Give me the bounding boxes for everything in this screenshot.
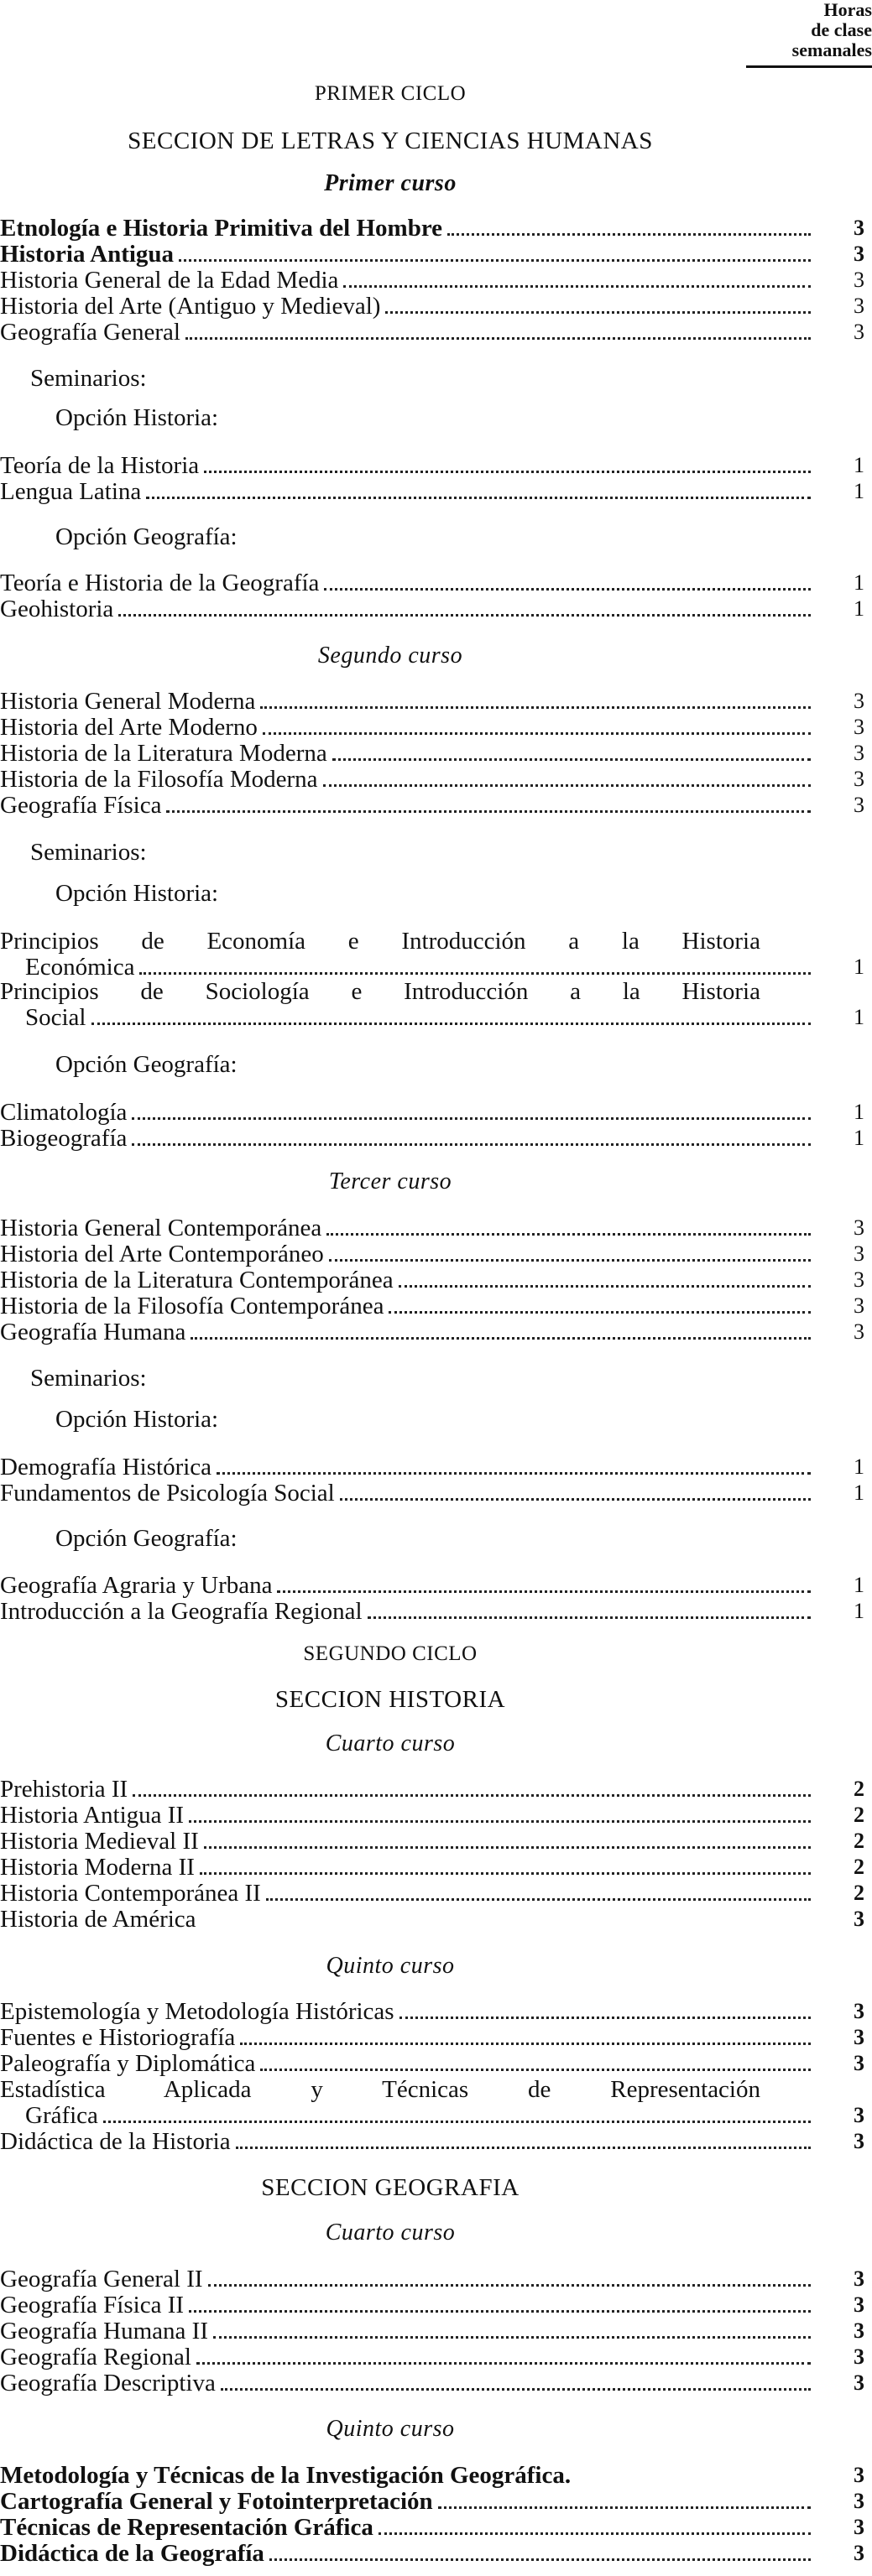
course-name: Historia de la Literatura Contemporánea	[0, 1267, 394, 1293]
year-title: Segundo curso	[317, 643, 463, 669]
hours-header-line: de clase	[811, 19, 872, 40]
course-name: Historia Antigua	[0, 241, 175, 268]
dot-leader	[240, 2043, 811, 2045]
hours-header-line: Horas	[823, 0, 872, 20]
dot-leader	[368, 1616, 811, 1619]
course-name: Geografía General	[0, 319, 180, 346]
course-row	[0, 2540, 864, 2567]
course-name: Geografía Regional	[0, 2344, 191, 2370]
section-title: SECCION HISTORIA	[274, 1686, 506, 1713]
dot-leader	[399, 1285, 811, 1288]
course-name: Historia de la Filosofía Contemporánea	[0, 1293, 384, 1319]
option-label: Opción Historia:	[55, 1406, 219, 1433]
dot-leader	[266, 1898, 811, 1901]
dot-leader	[399, 2017, 811, 2019]
cycle-title: PRIMER CICLO	[314, 82, 467, 105]
course-row	[0, 1802, 864, 1829]
seminar-hours: 1	[854, 1005, 864, 1029]
dot-leader	[326, 1233, 811, 1236]
course-row	[0, 2050, 864, 2077]
year-title: Cuarto curso	[325, 2220, 456, 2246]
course-row	[0, 2318, 864, 2344]
seminars-label: Seminarios:	[30, 1365, 147, 1392]
seminar-name: Demografía Histórica	[0, 1454, 212, 1481]
course-row	[0, 1828, 864, 1855]
dot-leader	[324, 588, 811, 591]
seminar-row	[0, 1125, 864, 1152]
dot-leader	[185, 337, 811, 340]
course-name: Cartografía General y Fotointerpretación	[0, 2488, 433, 2515]
seminar-name: Teoría de la Historia	[0, 452, 200, 479]
dot-leader	[132, 1143, 811, 1146]
course-hours: 3	[854, 1241, 864, 1266]
course-name: Historia Contemporánea II	[0, 1880, 261, 1907]
seminar-name-line2: Social	[25, 1004, 86, 1031]
dot-leader	[118, 614, 811, 617]
dot-leader	[332, 758, 811, 761]
year-title: Quinto curso	[326, 1953, 455, 1979]
course-name: Geografía Física II	[0, 2292, 185, 2318]
course-hours: 3	[854, 2318, 864, 2343]
course-row	[0, 2370, 864, 2396]
course-name: Didáctica de la Historia	[0, 2128, 231, 2155]
seminar-name-line1: Principios de Economía e Introducción a la Historia	[0, 928, 760, 955]
seminar-row	[0, 596, 864, 622]
dot-leader	[133, 1794, 811, 1797]
seminar-name-line2: Económica	[25, 954, 135, 981]
course-row	[0, 215, 864, 242]
course-hours: 3	[854, 242, 864, 266]
course-row	[0, 740, 864, 767]
course-hours: 2	[854, 1881, 864, 1905]
seminar-name: Climatología	[0, 1099, 128, 1126]
course-name: Historia del Arte (Antiguo y Medieval)	[0, 293, 381, 320]
course-row	[0, 2024, 864, 2051]
hours-column-header	[746, 0, 872, 68]
course-row	[0, 2102, 864, 2129]
course-hours: 3	[854, 1907, 864, 1931]
dot-leader	[277, 1590, 811, 1593]
course-row	[0, 714, 864, 741]
option-label: Opción Historia:	[55, 404, 219, 431]
dot-leader	[447, 233, 811, 236]
course-hours: 3	[854, 767, 864, 791]
course-name-line2: Gráfica	[25, 2102, 98, 2129]
course-name: Historia General Moderna	[0, 688, 256, 715]
course-hours: 3	[854, 2129, 864, 2153]
course-row	[0, 688, 864, 715]
year-title: Quinto curso	[326, 2416, 455, 2442]
course-hours: 3	[854, 689, 864, 713]
dot-leader	[438, 2506, 811, 2509]
seminar-name: Teoría e Historia de la Geografía	[0, 570, 320, 596]
seminar-name: Fundamentos de Psicología Social	[0, 1480, 335, 1507]
course-row	[0, 293, 864, 320]
seminar-name-line1: Principios de Sociología e Introducción a la Historia	[0, 978, 760, 1005]
dot-leader	[191, 1337, 811, 1340]
seminar-row	[0, 478, 864, 505]
seminar-hours: 1	[854, 1455, 864, 1479]
dot-leader	[103, 2121, 811, 2123]
dot-leader	[260, 2069, 811, 2071]
seminar-row	[0, 570, 864, 596]
dot-leader	[343, 285, 811, 288]
course-row	[0, 1241, 864, 1267]
course-name: Geografía Humana	[0, 1319, 186, 1345]
course-row	[0, 1215, 864, 1241]
section-title: SECCION GEOGRAFIA	[261, 2174, 520, 2201]
cycle-title: SEGUNDO CICLO	[303, 1642, 478, 1665]
course-hours: 3	[854, 320, 864, 344]
course-row	[0, 1854, 864, 1881]
dot-leader	[269, 2558, 811, 2561]
seminar-hours: 1	[854, 1573, 864, 1597]
dot-leader	[189, 1820, 811, 1823]
seminar-hours: 1	[854, 955, 864, 979]
course-name: Historia de la Literatura Moderna	[0, 740, 327, 767]
course-name-line1: Estadística Aplicada y Técnicas de Representación	[0, 2076, 760, 2103]
dot-leader	[204, 1846, 811, 1849]
year-title: Tercer curso	[328, 1168, 452, 1194]
course-name: Historia Antigua II	[0, 1802, 185, 1829]
seminar-hours: 1	[854, 1481, 864, 1505]
dot-leader	[379, 2532, 811, 2535]
course-row	[0, 2344, 864, 2370]
course-row	[0, 2266, 864, 2292]
seminar-hours: 1	[854, 570, 864, 595]
dot-leader	[389, 1311, 811, 1314]
course-hours: 3	[854, 1999, 864, 2023]
course-hours: 3	[854, 216, 864, 240]
seminar-row	[0, 1004, 864, 1031]
course-name: Epistemología y Metodología Históricas	[0, 1998, 394, 2025]
dot-leader	[385, 311, 811, 314]
course-hours: 3	[854, 1293, 864, 1318]
course-row	[0, 2514, 864, 2541]
course-name: Historia de América	[0, 1906, 196, 1933]
seminar-row	[0, 1454, 864, 1481]
course-hours: 3	[854, 2344, 864, 2369]
course-hours: 2	[854, 1855, 864, 1879]
course-row	[0, 241, 864, 268]
seminar-name: Lengua Latina	[0, 478, 142, 505]
dot-leader	[263, 732, 811, 735]
course-row	[0, 1998, 864, 2025]
option-label: Opción Geografía:	[55, 1051, 238, 1078]
dot-leader	[204, 471, 811, 473]
seminar-hours: 1	[854, 596, 864, 621]
course-name: Fuentes e Historiografía	[0, 2024, 236, 2051]
dot-leader	[236, 2147, 811, 2149]
dot-leader	[189, 2310, 811, 2313]
course-name: Historia Moderna II	[0, 1854, 195, 1881]
seminar-row	[0, 1572, 864, 1599]
course-hours: 3	[854, 2292, 864, 2317]
course-row	[0, 1880, 864, 1907]
course-hours: 2	[854, 1777, 864, 1801]
course-row	[0, 1906, 864, 1933]
course-row	[0, 766, 864, 793]
course-name: Geografía General II	[0, 2266, 203, 2292]
course-hours: 3	[854, 793, 864, 817]
course-name: Metodología y Técnicas de la Investigación Geográfica.	[0, 2462, 572, 2489]
seminar-name: Geografía Agraria y Urbana	[0, 1572, 273, 1599]
hours-header-line: semanales	[791, 39, 872, 60]
course-hours: 3	[854, 1267, 864, 1292]
course-hours: 3	[854, 1215, 864, 1240]
course-hours: 3	[854, 2025, 864, 2049]
course-name: Historia del Arte Contemporáneo	[0, 1241, 324, 1267]
course-name: Geografía Descriptiva	[0, 2370, 216, 2396]
dot-leader	[196, 2362, 811, 2365]
course-name: Didáctica de la Geografía	[0, 2540, 264, 2567]
header-rule	[746, 65, 872, 68]
dot-leader	[217, 1472, 811, 1475]
seminar-hours: 1	[854, 453, 864, 477]
course-hours: 3	[854, 2370, 864, 2395]
dot-leader	[179, 259, 811, 262]
course-hours: 3	[854, 294, 864, 318]
year-title: Primer curso	[324, 170, 457, 196]
year-title: Cuarto curso	[325, 1730, 456, 1756]
course-row	[0, 1293, 864, 1319]
seminar-hours: 1	[854, 1126, 864, 1150]
course-row	[0, 2462, 864, 2489]
course-hours: 3	[854, 2103, 864, 2127]
course-name: Historia General de la Edad Media	[0, 267, 339, 294]
dot-leader	[139, 972, 811, 975]
dot-leader	[329, 1259, 811, 1262]
seminar-hours: 1	[854, 1100, 864, 1124]
course-hours: 3	[854, 2463, 864, 2487]
option-label: Opción Historia:	[55, 880, 219, 907]
section-title: SECCION DE LETRAS Y CIENCIAS HUMANAS	[128, 127, 653, 154]
course-row	[0, 2128, 864, 2155]
course-row	[0, 792, 864, 819]
dot-leader	[166, 810, 811, 813]
course-row	[0, 1267, 864, 1293]
option-label: Opción Geografía:	[55, 1525, 238, 1552]
course-hours: 3	[854, 715, 864, 739]
dot-leader	[213, 2336, 811, 2339]
course-row	[0, 1776, 864, 1803]
course-name: Paleografía y Diplomática	[0, 2050, 256, 2077]
seminar-row	[0, 452, 864, 479]
seminar-name: Biogeografía	[0, 1125, 128, 1152]
course-hours: 3	[854, 2051, 864, 2075]
option-label: Opción Geografía:	[55, 523, 238, 550]
course-hours: 3	[854, 2541, 864, 2565]
dot-leader	[208, 2284, 811, 2287]
course-row	[0, 2488, 864, 2515]
dot-leader	[200, 1872, 811, 1875]
seminar-hours: 1	[854, 1599, 864, 1623]
course-name: Etnología e Historia Primitiva del Hombre	[0, 215, 443, 242]
course-name: Prehistoria II	[0, 1776, 128, 1803]
course-hours: 3	[854, 741, 864, 765]
seminar-name: Introducción a la Geografía Regional	[0, 1598, 363, 1625]
seminar-row	[0, 1480, 864, 1507]
dot-leader	[323, 784, 811, 787]
dot-leader	[91, 1023, 812, 1025]
course-hours: 2	[854, 1829, 864, 1853]
seminar-hours: 1	[854, 479, 864, 503]
course-hours: 3	[854, 2489, 864, 2513]
seminar-row	[0, 954, 864, 981]
course-name: Historia de la Filosofía Moderna	[0, 766, 318, 793]
course-name: Geografía Humana II	[0, 2318, 208, 2344]
dot-leader	[221, 2388, 811, 2391]
course-name: Historia Medieval II	[0, 1828, 199, 1855]
dot-leader	[132, 1117, 811, 1120]
course-row	[0, 319, 864, 346]
seminars-label: Seminarios:	[30, 839, 147, 866]
dot-leader	[340, 1498, 811, 1501]
course-hours: 3	[854, 1319, 864, 1344]
course-name: Historia General Contemporánea	[0, 1215, 322, 1241]
dot-leader	[260, 706, 811, 709]
course-row	[0, 267, 864, 294]
course-row	[0, 1319, 864, 1345]
course-name: Geografía Física	[0, 792, 162, 819]
course-hours: 2	[854, 1803, 864, 1827]
course-name: Técnicas de Representación Gráfica	[0, 2514, 373, 2541]
dot-leader	[146, 497, 811, 499]
seminar-row	[0, 1598, 864, 1625]
seminar-name: Geohistoria	[0, 596, 114, 622]
seminar-row	[0, 1099, 864, 1126]
course-row	[0, 2292, 864, 2318]
course-hours: 3	[854, 2515, 864, 2539]
course-hours: 3	[854, 2266, 864, 2291]
course-hours: 3	[854, 268, 864, 292]
seminars-label: Seminarios:	[30, 365, 147, 392]
course-name: Historia del Arte Moderno	[0, 714, 258, 741]
